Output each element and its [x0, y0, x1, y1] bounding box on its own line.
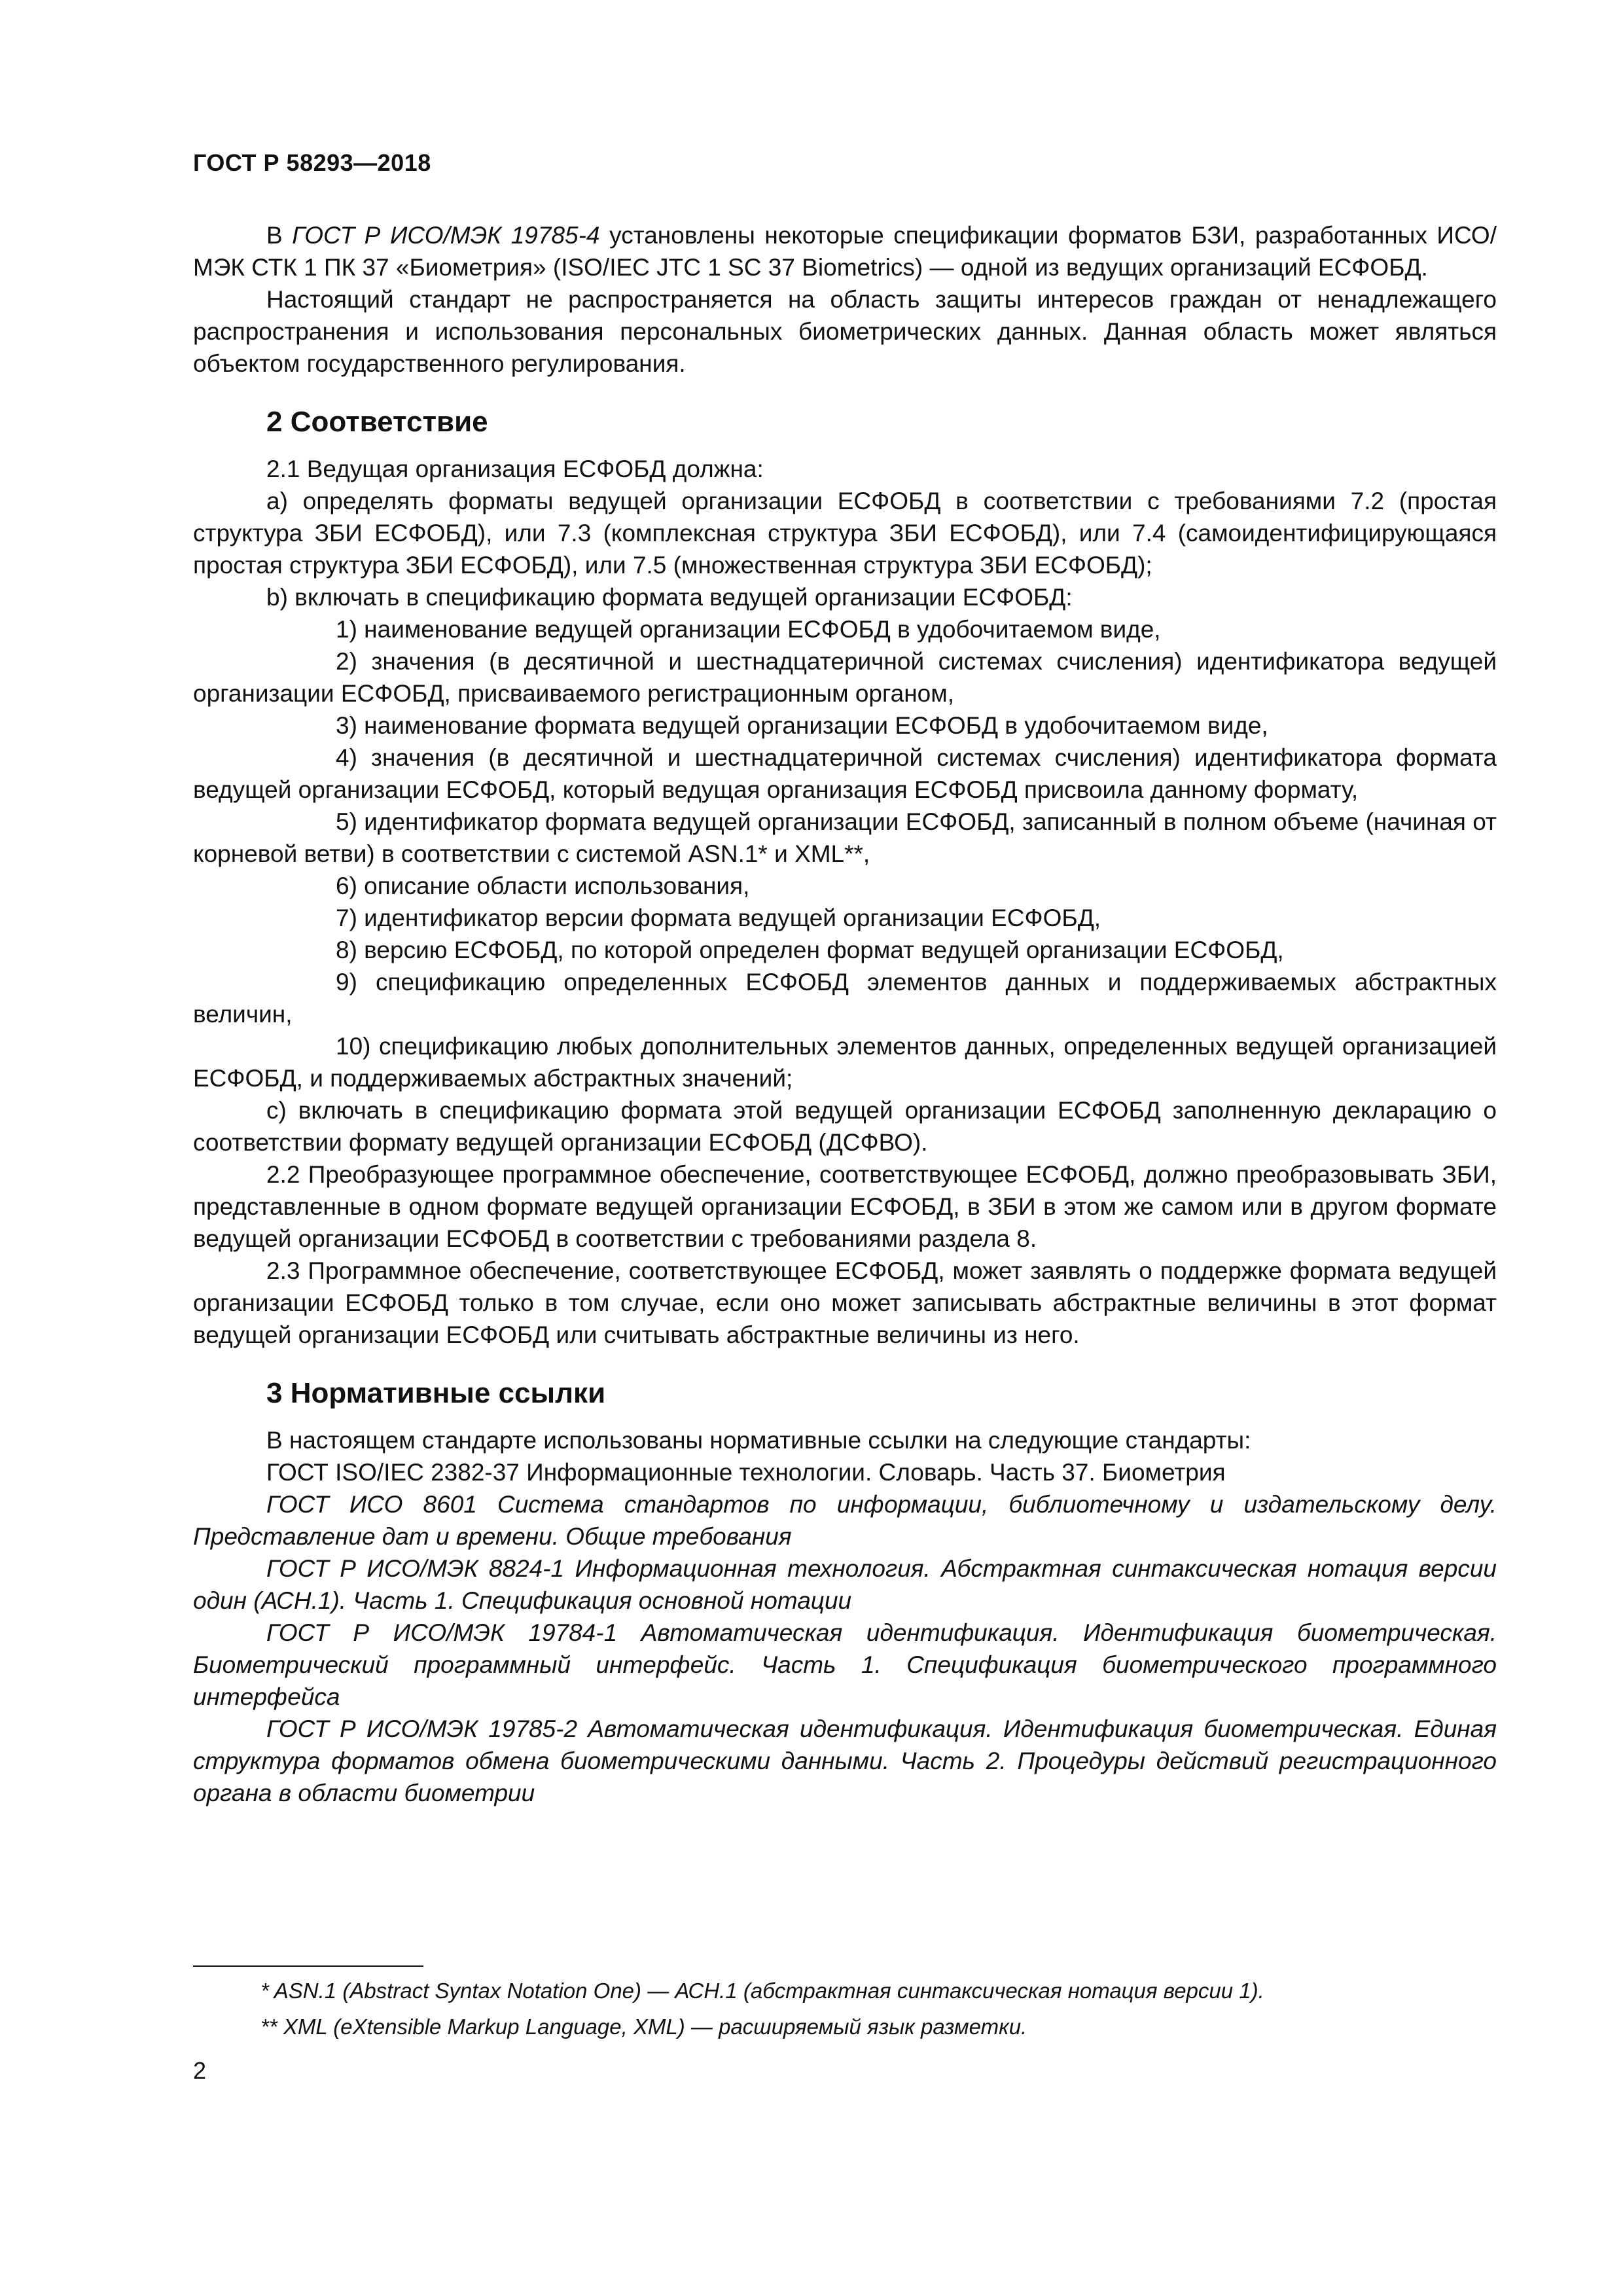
list-item-b-9: 9) спецификацию определенных ЕСФОБД элементов данных и поддерживаемых абстрактных величин,	[193, 969, 1497, 1028]
intro-reference: ГОСТ Р ИСО/МЭК 19785-4	[292, 222, 600, 249]
footnote-xml: ** XML (eXtensible Markup Language, XML) — расширяемый язык разметки.	[260, 2015, 1027, 2039]
list-item-b-5: 5) идентификатор формата ведущей организации ЕСФОБД, записанный в полном объеме (начиная от корневой ветви) в соответствии с системой ASN.1* и XML**,	[193, 808, 1497, 867]
footnote-separator	[193, 1965, 423, 1967]
page-body	[193, 219, 1497, 1809]
list-item-b-2: 2) значения (в десятичной и шестнадцатеричной системах счисления) идентификатора ведущей организации ЕСФОБД, присваиваемого регистрационным органом,	[193, 648, 1497, 707]
list-item-b-6: 6) описание области использования,	[336, 872, 750, 899]
clause-2-1-b: b) включать в спецификацию формата ведущей организации ЕСФОБД:	[266, 584, 1073, 611]
reference-3: ГОСТ Р ИСО/МЭК 8824-1 Информационная технология. Абстрактная синтаксическая нотация версии один (АСН.1). Часть 1. Спецификация основной нотации	[193, 1555, 1497, 1614]
list-item-b-8: 8) версию ЕСФОБД, по которой определен формат ведущей организации ЕСФОБД,	[336, 937, 1284, 963]
clause-2-1-c: с) включать в спецификацию формата этой ведущей организации ЕСФОБД заполненную декларацию о соответствии формату ведущей организации ЕСФОБД (ДСФВО).	[193, 1097, 1497, 1156]
section-3-title: 3 Нормативные ссылки	[266, 1377, 606, 1409]
intro-paragraph-2: Настоящий стандарт не распространяется на область защиты интересов граждан от ненадлежащего распространения и использования персональных биометрических данных. Данная область может являться объектом государственного регулирования.	[193, 286, 1497, 377]
list-item-b-4: 4) значения (в десятичной и шестнадцатеричной системах счисления) идентификатора формата ведущей организации ЕСФОБД, который ведущая организация ЕСФОБД присвоила данному формату,	[193, 744, 1497, 803]
clause-2-2: 2.2 Преобразующее программное обеспечение, соответствующее ЕСФОБД, должно преобразовывать ЗБИ, представленные в одном формате ведущей организации ЕСФОБД, в ЗБИ в этом же самом или в другом формате ведущей организации ЕСФОБД в соответствии с требованиями раздела 8.	[193, 1161, 1497, 1252]
list-item-b-3: 3) наименование формата ведущей организации ЕСФОБД в удобочитаемом виде,	[336, 712, 1268, 739]
section-2-title: 2 Соответствие	[266, 406, 488, 438]
reference-1: ГОСТ ISO/IEC 2382-37 Информационные технологии. Словарь. Часть 37. Биометрия	[266, 1459, 1226, 1486]
document-number-header: ГОСТ Р 58293—2018	[193, 149, 431, 176]
list-item-b-7: 7) идентификатор версии формата ведущей организации ЕСФОБД,	[336, 905, 1101, 931]
reference-2: ГОСТ ИСО 8601 Система стандартов по информации, библиотечному и издательскому делу. Представление дат и времени. Общие требования	[193, 1491, 1497, 1550]
clause-2-3: 2.3 Программное обеспечение, соответствующее ЕСФОБД, может заявлять о поддержке формата ведущей организации ЕСФОБД только в том случае, если оно может записывать абстрактные величины в этот формат ведущей организации ЕСФОБД или считывать абстрактные величины из него.	[193, 1257, 1497, 1348]
footnotes	[193, 1977, 1497, 2049]
list-item-b-1: 1) наименование ведущей организации ЕСФОБД в удобочитаемом виде,	[336, 616, 1161, 643]
list-item-b-10: 10) спецификацию любых дополнительных элементов данных, определенных ведущей организацией ЕСФОБД, и поддерживаемых абстрактных значений;	[193, 1033, 1497, 1092]
clause-2-1: 2.1 Ведущая организация ЕСФОБД должна:	[266, 456, 764, 482]
footnote-asn1: * ASN.1 (Abstract Syntax Notation One) — АСН.1 (абстрактная синтаксическая нотация версии 1).	[260, 1979, 1264, 2003]
references-intro: В настоящем стандарте использованы нормативные ссылки на следующие стандарты:	[266, 1427, 1251, 1454]
intro-text-a: В	[266, 222, 293, 249]
intro-paragraph-1	[193, 219, 1497, 283]
reference-4: ГОСТ Р ИСО/МЭК 19784-1 Автоматическая идентификация. Идентификация биометрическая. Биометрический программный интерфейс. Часть 1. Спецификация биометрического программного интерфейса	[193, 1619, 1497, 1710]
clause-2-1-a: а) определять форматы ведущей организации ЕСФОБД в соответствии с требованиями 7.2 (простая структура ЗБИ ЕСФОБД), или 7.3 (комплексная структура ЗБИ ЕСФОБД), или 7.4 (самоидентифицирующаяся простая структура ЗБИ ЕСФОБД), или 7.5 (множественная структура ЗБИ ЕСФОБД);	[193, 488, 1497, 579]
intro-text-b: установлены некоторые спецификации форматов БЗИ, разработанных ИСО/МЭК СТК 1 ПК 37 «Биометрия» (ISO/IEC JTC 1 SC 37 Biometrics) — одной из ведущих организаций ЕСФОБД.	[193, 222, 1497, 281]
page-number: 2	[193, 2057, 207, 2084]
reference-5: ГОСТ Р ИСО/МЭК 19785-2 Автоматическая идентификация. Идентификация биометрическая. Единая структура форматов обмена биометрическими данными. Часть 2. Процедуры действий регистрационного органа в области биометрии	[193, 1715, 1497, 1806]
